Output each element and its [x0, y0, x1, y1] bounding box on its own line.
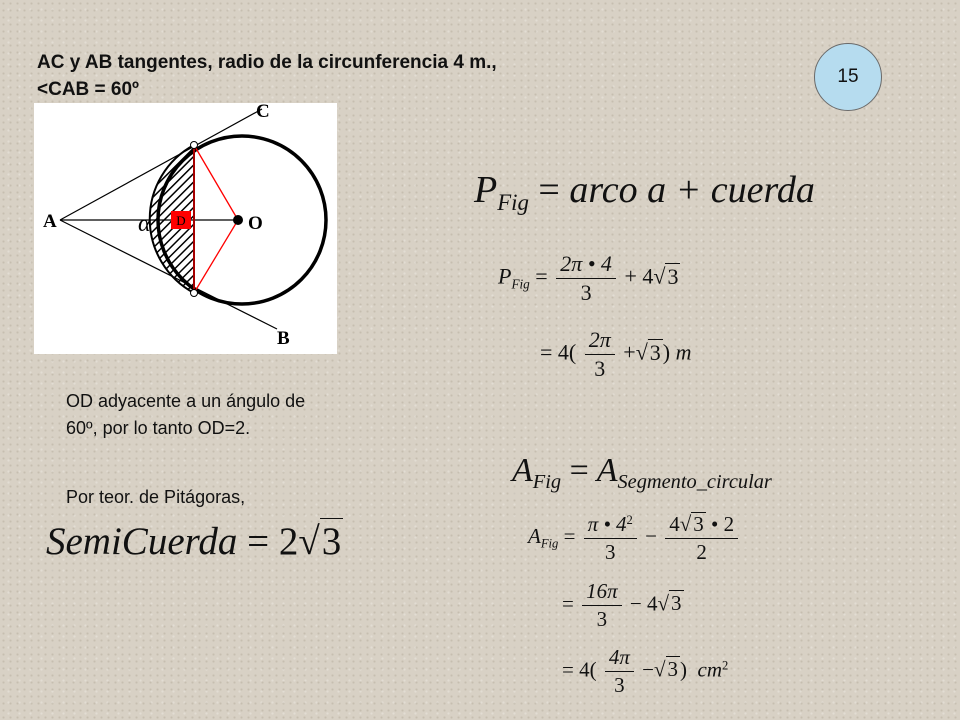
problem-statement-line-2: <CAB = 60º [37, 79, 139, 100]
area-unit: cm [697, 657, 722, 682]
area-calc-minus: − [645, 523, 657, 548]
area-calc-symbol: A [528, 523, 541, 548]
label-o: O [248, 213, 263, 234]
perimeter-calc-radicand: 3 [667, 263, 679, 289]
perimeter-simpl-close: ) [662, 339, 671, 365]
problem-statement-line-1: AC y AB tangentes, radio de la circunferencia 4 m., [37, 52, 497, 73]
perimeter-subscript: Fig [497, 189, 529, 215]
semicuerda-formula [46, 518, 343, 564]
area-final-eq: = 4( [562, 657, 597, 682]
area-step-denominator: 3 [596, 607, 608, 632]
area-subscript: Fig [532, 471, 562, 494]
area-final-close: ) [680, 657, 687, 682]
perimeter-simpl-denominator: 3 [594, 356, 606, 382]
area-calc-numerator-1 [584, 513, 637, 539]
label-alpha: α [138, 211, 151, 237]
area-calc-fraction-2 [665, 512, 738, 564]
semicuerda-eq: = [247, 520, 270, 563]
label-a: A [43, 211, 57, 232]
perimeter-calc-subscript: Fig [511, 276, 530, 292]
area-def-eq: = [569, 452, 589, 489]
area-final-denominator: 3 [614, 673, 625, 698]
perimeter-simplified [540, 328, 691, 381]
area-step [562, 580, 684, 631]
area-step-radicand: 3 [671, 591, 682, 616]
area-calc-fraction-1 [584, 513, 637, 564]
area-segment-symbol: A [596, 452, 618, 489]
perimeter-def-rhs: arco a + cuerda [569, 169, 815, 211]
perimeter-calc-numerator: 2π • 4 [556, 252, 616, 279]
perimeter-calc-denominator: 3 [580, 280, 592, 306]
label-d: D [176, 213, 186, 228]
perimeter-simpl-radicand: 3 [649, 339, 661, 365]
perimeter-calc-plus: + 4 [624, 263, 654, 289]
perimeter-simpl-numerator: 2π [585, 328, 615, 355]
area-calculation [528, 512, 741, 564]
perimeter-calc-eq: = [535, 263, 548, 289]
perimeter-calc-symbol: P [498, 263, 512, 289]
sqrt-icon: √ [653, 657, 666, 682]
perimeter-unit: m [675, 339, 692, 365]
label-c: C [256, 103, 270, 122]
perimeter-calculation [498, 252, 680, 305]
sqrt-icon: √ [679, 512, 692, 536]
geometry-figure [34, 103, 337, 354]
area-step-minus: − 4 [629, 591, 658, 616]
area-final [562, 646, 728, 697]
perimeter-simpl-plus: + [623, 339, 636, 365]
sqrt-icon: √ [653, 263, 666, 289]
semicuerda-radicand: 3 [321, 520, 342, 563]
sqrt-icon: √ [657, 591, 669, 616]
explanation-od: OD adyacente a un ángulo de 60º, por lo tanto OD=2. [66, 391, 306, 438]
area-final-radicand: 3 [667, 657, 678, 682]
sqrt-icon: √ [298, 520, 320, 563]
area-symbol: A [512, 452, 533, 489]
tangent-point-top [191, 142, 198, 149]
geometry-diagram [34, 103, 337, 354]
area-calc-denominator-2: 2 [696, 540, 707, 565]
area-final-minus: − [642, 657, 654, 682]
explanation-pythagoras: Por teor. de Pitágoras, [66, 487, 246, 507]
tangent-point-bottom [191, 290, 198, 297]
slide-number-badge: 15 [814, 43, 882, 111]
center-point [233, 215, 243, 225]
area-calc-exponent: 2 [626, 512, 633, 527]
perimeter-definition [474, 168, 815, 216]
red-radius-top [194, 145, 238, 220]
area-calc-num2-coef: 4 [669, 512, 680, 536]
semicuerda-lhs: SemiCuerda [46, 520, 238, 563]
area-definition [512, 452, 772, 494]
red-radius-bottom [194, 220, 238, 293]
perimeter-simpl-eq: = 4( [540, 339, 577, 365]
perimeter-symbol: P [474, 169, 498, 211]
area-calc-eq: = [563, 523, 576, 548]
area-calc-denominator-1: 3 [605, 539, 616, 564]
label-b: B [277, 328, 290, 349]
area-step-eq: = [562, 591, 574, 616]
area-step-numerator: 16π [582, 580, 622, 606]
sqrt-icon: √ [635, 339, 648, 365]
perimeter-calc-fraction [556, 252, 616, 305]
area-calc-numerator-2 [665, 512, 738, 539]
perimeter-def-eq: = [538, 169, 560, 211]
problem-statement [37, 49, 657, 103]
semicuerda-coef: 2 [278, 520, 299, 563]
area-calc-num2-tail: • 2 [710, 512, 735, 536]
perimeter-simpl-fraction [585, 328, 615, 381]
area-calc-num2-radicand: 3 [693, 512, 704, 536]
area-calc-subscript: Fig [540, 536, 559, 551]
area-step-fraction [582, 580, 622, 631]
area-calc-num1-text: π • 4 [587, 511, 627, 536]
area-final-numerator: 4π [605, 646, 634, 672]
area-segment-subscript: Segmento_circular [617, 471, 772, 494]
area-final-fraction [605, 646, 634, 697]
area-unit-exponent: 2 [722, 658, 729, 673]
